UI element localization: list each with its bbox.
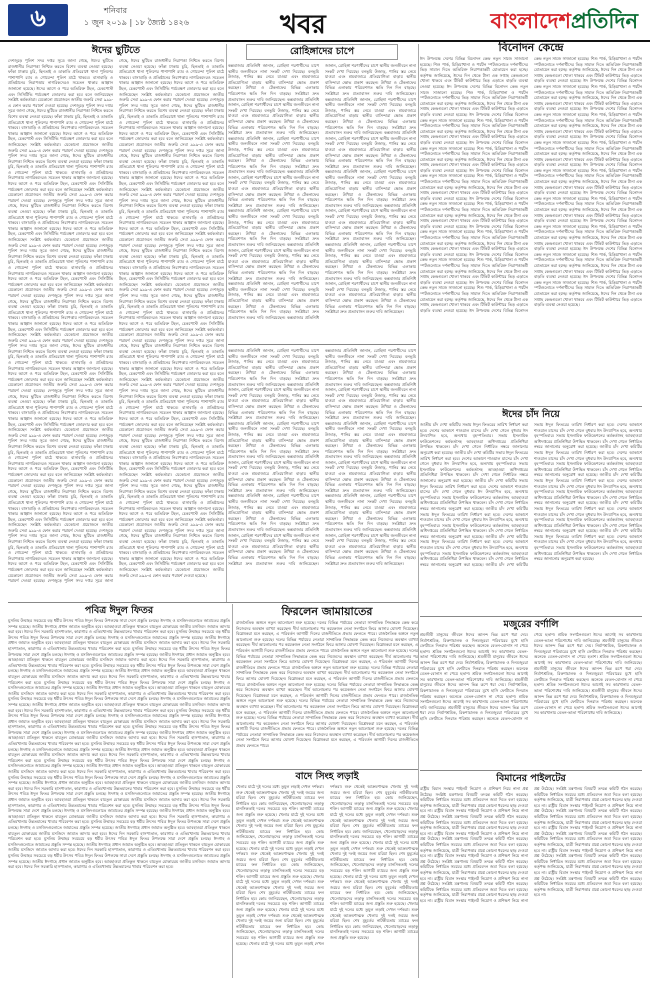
article-headline: মজুরের বর্ণালি: [503, 619, 559, 630]
section-divider: [8, 602, 418, 603]
article-labourers[interactable]: [420, 618, 642, 770]
column-divider: [226, 44, 227, 602]
article-body: দেশজুড়ে পুলিশ সদর দপ্তর সূত্রে জানা গেছে, ঈদের ছুটিতে রাজধানীর নিরাপত্তা নিশ্চিত করতে বিশেষ ব্যবস্থা নেওয়া হয়েছে। ফাঁকা ঢাকায় চুরি, ছিনতাই ও ডাকাতি প্রতিরোধে থানা পুলিশের পাশাপাশি র‍্যাব ও গোয়েন্দা পুলিশ মাঠে থাকবে। বাসাবাড়ি ও প্রতিষ্ঠানের নিরাপত্তায় নাগরিকদেরও সচেতন থাকার আহ্বান জানানো হয়েছে। ঈদের আগে ও পরে অতিরিক্ত টহল, চেকপোস্ট এবং সিসিটিভি পর্যবেক্ষণ জোরদার করা হবে বলে জানিয়েছেন সংশ্লিষ্ট কর্মকর্তারা। যেকোনো প্রয়োজনে জাতীয় জরুরি সেবা ৯৯৯-এ ফোন করার পরামর্শ দেওয়া হয়েছে। দেশজুড়ে পুলিশ সদর দপ্তর সূত্রে জানা গেছে, ঈদের ছুটিতে রাজধানীর নিরাপত্তা নিশ্চিত করতে বিশেষ ব্যবস্থা নেওয়া হয়েছে। ফাঁকা ঢাকায় চুরি, ছিনতাই ও ডাকাতি প্রতিরোধে থানা পুলিশের পাশাপাশি র‍্যাব ও গোয়েন্দা পুলিশ মাঠে থাকবে। বাসাবাড়ি ও প্রতিষ্ঠানের নিরাপত্তায় নাগরিকদেরও সচেতন থাকার আহ্বান জানানো হয়েছে। ঈদের আগে ও পরে অতিরিক্ত টহল, চেকপোস্ট এবং সিসিটিভি পর্যবেক্ষণ জোরদার করা হবে বলে জানিয়েছেন সংশ্লিষ্ট কর্মকর্তারা। যেকোনো প্রয়োজনে জাতীয় জরুরি সেবা ৯৯৯-এ ফোন করার পরামর্শ দেওয়া হয়েছে। দেশজুড়ে পুলিশ সদর দপ্তর সূত্রে জানা গেছে, ঈদের ছুটিতে রাজধানীর নিরাপত্তা নিশ্চিত করতে বিশেষ ব্যবস্থা নেওয়া হয়েছে। ফাঁকা ঢাকায় চুরি, ছিনতাই ও ডাকাতি প্রতিরোধে থানা পুলিশের পাশাপাশি র‍্যাব ও গোয়েন্দা পুলিশ মাঠে থাকবে। বাসাবাড়ি ও প্রতিষ্ঠানের নিরাপত্তায় নাগরিকদেরও সচেতন থাকার আহ্বান জানানো হয়েছে। ঈদের আগে ও পরে অতিরিক্ত টহল, চেকপোস্ট এবং সিসিটিভি পর্যবেক্ষণ জোরদার করা হবে বলে জানিয়েছেন সংশ্লিষ্ট কর্মকর্তারা। যেকোনো প্রয়োজনে জাতীয় জরুরি সেবা ৯৯৯-এ ফোন করার পরামর্শ দেওয়া হয়েছে। দেশজুড়ে পুলিশ সদর দপ্তর সূত্রে জানা গেছে, ঈদের ছুটিতে রাজধানীর নিরাপত্তা নিশ্চিত করতে বিশেষ ব্যবস্থা নেওয়া হয়েছে। ফাঁকা ঢাকায় চুরি, ছিনতাই ও ডাকাতি প্রতিরোধে থানা পুলিশের পাশাপাশি র‍্যাব ও গোয়েন্দা পুলিশ মাঠে থাকবে। বাসাবাড়ি ও প্রতিষ্ঠানের নিরাপত্তায় নাগরিকদেরও সচেতন থাকার আহ্বান জানানো হয়েছে। ঈদের আগে ও পরে অতিরিক্ত টহল, চেকপোস্ট এবং সিসিটিভি পর্যবেক্ষণ জোরদার করা হবে বলে জানিয়েছেন সংশ্লিষ্ট কর্মকর্তারা। যেকোনো প্রয়োজনে জাতীয় জরুরি সেবা ৯৯৯-এ ফোন করার পরামর্শ দেওয়া হয়েছে। দেশজুড়ে পুলিশ সদর দপ্তর সূত্রে জানা গেছে, ঈদের ছুটিতে রাজধানীর নিরাপত্তা নিশ্চিত করতে বিশেষ ব্যবস্থা নেওয়া হয়েছে। ফাঁকা ঢাকায় চুরি, ছিনতাই ও ডাকাতি প্রতিরোধে থানা পুলিশের পাশাপাশি র‍্যাব ও গোয়েন্দা পুলিশ মাঠে থাকবে। বাসাবাড়ি ও প্রতিষ্ঠানের নিরাপত্তায় নাগরিকদেরও সচেতন থাকার আহ্বান জানানো হয়েছে। ঈদের আগে ও পরে অতিরিক্ত টহল, চেকপোস্ট এবং সিসিটিভি পর্যবেক্ষণ জোরদার করা হবে বলে জানিয়েছেন সংশ্লিষ্ট কর্মকর্তারা। যেকোনো প্রয়োজনে জাতীয় জরুরি সেবা ৯৯৯-এ ফোন করার পরামর্শ দেওয়া হয়েছে। দেশজুড়ে পুলিশ সদর দপ্তর সূত্রে জানা গেছে, ঈদের ছুটিতে রাজধানীর নিরাপত্তা নিশ্চিত করতে বিশেষ ব্যবস্থা নেওয়া হয়েছে। ফাঁকা ঢাকায় চুরি, ছিনতাই ও ডাকাতি প্রতিরোধে থানা পুলিশের পাশাপাশি র‍্যাব ও গোয়েন্দা পুলিশ মাঠে থাকবে। বাসাবাড়ি ও প্রতিষ্ঠানের নিরাপত্তায় নাগরিকদেরও সচেতন থাকার আহ্বান জানানো হয়েছে। ঈদের আগে ও পরে অতিরিক্ত টহল, চেকপোস্ট এবং সিসিটিভি পর্যবেক্ষণ জোরদার করা হবে বলে জানিয়েছেন সংশ্লিষ্ট কর্মকর্তারা। যেকোনো প্রয়োজনে জাতীয় জরুরি সেবা ৯৯৯-এ ফোন করার পরামর্শ দেওয়া হয়েছে। দেশজুড়ে পুলিশ সদর দপ্তর সূত্রে জানা গেছে, ঈদের ছুটিতে রাজধানীর নিরাপত্তা নিশ্চিত করতে বিশেষ ব্যবস্থা নেওয়া হয়েছে। ফাঁকা ঢাকায় চুরি, ছিনতাই ও ডাকাতি প্রতিরোধে থানা পুলিশের পাশাপাশি র‍্যাব ও গোয়েন্দা পুলিশ মাঠে থাকবে। বাসাবাড়ি ও প্রতিষ্ঠানের নিরাপত্তায় নাগরিকদেরও সচেতন থাকার আহ্বান জানানো হয়েছে। ঈদের আগে ও পরে অতিরিক্ত টহল, চেকপোস্ট এবং সিসিটিভি পর্যবেক্ষণ জোরদার করা হবে বলে জানিয়েছেন সংশ্লিষ্ট কর্মকর্তারা। যেকোনো প্রয়োজনে জাতীয় জরুরি সেবা ৯৯৯-এ ফোন করার পরামর্শ দেওয়া হয়েছে। দেশজুড়ে পুলিশ সদর দপ্তর সূত্রে জানা গেছে, ঈদের ছুটিতে রাজধানীর নিরাপত্তা নিশ্চিত করতে বিশেষ ব্যবস্থা নেওয়া হয়েছে। ফাঁকা ঢাকায় চুরি, ছিনতাই ও ডাকাতি প্রতিরোধে থানা পুলিশের পাশাপাশি র‍্যাব ও গোয়েন্দা পুলিশ মাঠে থাকবে। বাসাবাড়ি ও প্রতিষ্ঠানের নিরাপত্তায় নাগরিকদেরও সচেতন থাকার আহ্বান জানানো হয়েছে। ঈদের আগে ও পরে অতিরিক্ত টহল, চেকপোস্ট এবং সিসিটিভি পর্যবেক্ষণ জোরদার করা হবে বলে জানিয়েছেন সংশ্লিষ্ট কর্মকর্তারা। যেকোনো প্রয়োজনে জাতীয় জরুরি সেবা ৯৯৯-এ ফোন করার পরামর্শ দেওয়া হয়েছে। দেশজুড়ে পুলিশ সদর দপ্তর সূত্রে জানা গেছে, ঈদের ছুটিতে রাজধানীর নিরাপত্তা নিশ্চিত করতে বিশেষ ব্যবস্থা নেওয়া হয়েছে। ফাঁকা ঢাকায় চুরি, ছিনতাই ও ডাকাতি প্রতিরোধে থানা পুলিশের পাশাপাশি র‍্যাব ও গোয়েন্দা পুলিশ মাঠে থাকবে। বাসাবাড়ি ও প্রতিষ্ঠানের নিরাপত্তায় নাগরিকদেরও সচেতন থাকার আহ্বান জানানো হয়েছে। ঈদের আগে ও পরে অতিরিক্ত টহল, চেকপোস্ট এবং সিসিটিভি পর্যবেক্ষণ জোরদার করা হবে বলে জানিয়েছেন সংশ্লিষ্ট কর্মকর্তারা। যেকোনো প্রয়োজনে জাতীয় জরুরি সেবা ৯৯৯-এ ফোন করার পরামর্শ দেওয়া হয়েছে। দেশজুড়ে পুলিশ সদর দপ্তর সূত্রে জানা গেছে, ঈদের ছুটিতে রাজধানীর নিরাপত্তা নিশ্চিত করতে বিশেষ ব্যবস্থা নেওয়া হয়েছে। ফাঁকা ঢাকায় চুরি, ছিনতাই ও ডাকাতি প্রতিরোধে থানা পুলিশের পাশাপাশি র‍্যাব ও গোয়েন্দা পুলিশ মাঠে থাকবে। বাসাবাড়ি ও প্রতিষ্ঠানের নিরাপত্তায় নাগরিকদেরও সচেতন থাকার আহ্বান জানানো হয়েছে। ঈদের আগে ও পরে অতিরিক্ত টহল, চেকপোস্ট এবং সিসিটিভি পর্যবেক্ষণ জোরদার করা হবে বলে জানিয়েছেন সংশ্লিষ্ট কর্মকর্তারা। যেকোনো প্রয়োজনে জাতীয় জরুরি সেবা ৯৯৯-এ ফোন করার পরামর্শ দেওয়া হয়েছে। দেশজুড়ে পুলিশ সদর দপ্তর সূত্রে জানা গেছে, ঈদের ছুটিতে রাজধানীর নিরাপত্তা নিশ্চিত করতে বিশেষ ব্যবস্থা নেওয়া হয়েছে। ফাঁকা ঢাকায় চুরি, ছিনতাই ও ডাকাতি প্রতিরোধে থানা পুলিশের পাশাপাশি র‍্যাব ও গোয়েন্দা পুলিশ মাঠে থাকবে। বাসাবাড়ি ও প্রতিষ্ঠানের নিরাপত্তায় নাগরিকদেরও সচেতন থাকার আহ্বান জানানো হয়েছে। ঈদের আগে ও পরে অতিরিক্ত টহল, চেকপোস্ট এবং সিসিটিভি পর্যবেক্ষণ জোরদার করা হবে বলে জানিয়েছেন সংশ্লিষ্ট কর্মকর্তারা। যেকোনো প্রয়োজনে জাতীয় জরুরি সেবা ৯৯৯-এ ফোন করার পরামর্শ দেওয়া হয়েছে। দেশজুড়ে পুলিশ সদর দপ্তর সূত্রে জানা গেছে, ঈদের ছুটিতে রাজধানীর নিরাপত্তা নিশ্চিত করতে বিশেষ ব্যবস্থা নেওয়া হয়েছে। ফাঁকা ঢাকায় চুরি, ছিনতাই ও ডাকাতি প্রতিরোধে থানা পুলিশের পাশাপাশি র‍্যাব ও গোয়েন্দা পুলিশ মাঠে থাকবে। বাসাবাড়ি ও প্রতিষ্ঠানের নিরাপত্তায় নাগরিকদেরও সচেতন থাকার আহ্বান জানানো হয়েছে। ঈদের আগে ও পরে অতিরিক্ত টহল, চেকপোস্ট এবং সিসিটিভি পর্যবেক্ষণ জোরদার করা হবে বলে জানিয়েছেন সংশ্লিষ্ট কর্মকর্তারা। যেকোনো প্রয়োজনে জাতীয় জরুরি সেবা ৯৯৯-এ ফোন করার পরামর্শ দেওয়া হয়েছে। দেশজুড়ে পুলিশ সদর দপ্তর সূত্রে জানা গেছে, ঈদের ছুটিতে রাজধানীর নিরাপত্তা নিশ্চিত করতে বিশেষ ব্যবস্থা নেওয়া হয়েছে। ফাঁকা ঢাকায় চুরি, ছিনতাই ও ডাকাতি প্রতিরোধে থানা পুলিশের পাশাপাশি র‍্যাব ও গোয়েন্দা পুলিশ মাঠে থাকবে। বাসাবাড়ি ও প্রতিষ্ঠানের নিরাপত্তায় নাগরিকদেরও সচেতন থাকার আহ্বান জানানো হয়েছে। ঈদের আগে ও পরে অতিরিক্ত টহল, চেকপোস্ট এবং সিসিটিভি পর্যবেক্ষণ জোরদার করা হবে বলে জানিয়েছেন সংশ্লিষ্ট কর্মকর্তারা। যেকোনো প্রয়োজনে জাতীয় জরুরি সেবা ৯৯৯-এ ফোন করার পরামর্শ দেওয়া হয়েছে। দেশজুড়ে পুলিশ সদর দপ্তর সূত্রে জানা গেছে, ঈদের ছুটিতে রাজধানীর নিরাপত্তা নিশ্চিত করতে বিশেষ ব্যবস্থা নেওয়া হয়েছে। ফাঁকা ঢাকায় চুরি, ছিনতাই ও ডাকাতি প্রতিরোধে থানা পুলিশের পাশাপাশি র‍্যাব ও গোয়েন্দা পুলিশ মাঠে থাকবে। বাসাবাড়ি ও প্রতিষ্ঠানের নিরাপত্তায় নাগরিকদেরও সচেতন থাকার আহ্বান জানানো হয়েছে। ঈদের আগে ও পরে অতিরিক্ত টহল, চেকপোস্ট এবং সিসিটিভি পর্যবেক্ষণ জোরদার করা হবে বলে জানিয়েছেন সংশ্লিষ্ট কর্মকর্তারা। যেকোনো প্রয়োজনে জাতীয় জরুরি সেবা ৯৯৯-এ ফোন করার পরামর্শ দেওয়া হয়েছে। দেশজুড়ে পুলিশ সদর দপ্তর সূত্রে জানা গেছে, ঈদের ছুটিতে রাজধানীর নিরাপত্তা নিশ্চিত করতে বিশেষ ব্যবস্থা নেওয়া হয়েছে। ফাঁকা ঢাকায় চুরি, ছিনতাই ও ডাকাতি প্রতিরোধে থানা পুলিশের পাশাপাশি র‍্যাব ও গোয়েন্দা পুলিশ মাঠে থাকবে। বাসাবাড়ি ও প্রতিষ্ঠানের নিরাপত্তায় নাগরিকদেরও সচেতন থাকার আহ্বান জানানো হয়েছে। ঈদের আগে ও পরে অতিরিক্ত টহল, চেকপোস্ট এবং সিসিটিভি পর্যবেক্ষণ জোরদার করা হবে বলে জানিয়েছেন সংশ্লিষ্ট কর্মকর্তারা। যেকোনো প্রয়োজনে জাতীয় জরুরি সেবা ৯৯৯-এ ফোন করার পরামর্শ দেওয়া হয়েছে। দেশজুড়ে পুলিশ সদর দপ্তর সূত্রে জানা গেছে, ঈদের ছুটিতে রাজধানীর নিরাপত্তা নিশ্চিত করতে বিশেষ ব্যবস্থা নেওয়া হয়েছে। ফাঁকা ঢাকায় চুরি, ছিনতাই ও ডাকাতি প্রতিরোধে থানা পুলিশের পাশাপাশি র‍্যাব ও গোয়েন্দা পুলিশ মাঠে থাকবে। বাসাবাড়ি ও প্রতিষ্ঠানের নিরাপত্তায় নাগরিকদেরও সচেতন থাকার আহ্বান জানানো হয়েছে। ঈদের আগে ও পরে অতিরিক্ত টহল, চেকপোস্ট এবং সিসিটিভি পর্যবেক্ষণ জোরদার করা হবে বলে জানিয়েছেন সংশ্লিষ্ট কর্মকর্তারা। যেকোনো প্রয়োজনে জাতীয় জরুরি সেবা ৯৯৯-এ ফোন করার পরামর্শ দেওয়া হয়েছে। দেশজুড়ে পুলিশ সদর দপ্তর সূত্রে জানা গেছে, ঈদের ছুটিতে রাজধানীর নিরাপত্তা নিশ্চিত করতে বিশেষ ব্যবস্থা নেওয়া হয়েছে। ফাঁকা ঢাকায় চুরি, ছিনতাই ও ডাকাতি প্রতিরোধে থানা পুলিশের পাশাপাশি র‍্যাব ও গোয়েন্দা পুলিশ মাঠে থাকবে। বাসাবাড়ি ও প্রতিষ্ঠানের নিরাপত্তায় নাগরিকদেরও সচেতন থাকার আহ্বান জানানো হয়েছে। ঈদের আগে ও পরে অতিরিক্ত টহল, চেকপোস্ট এবং সিসিটিভি পর্যবেক্ষণ জোরদার করা হবে বলে জানিয়েছেন সংশ্লিষ্ট কর্মকর্তারা। যেকোনো প্রয়োজনে জাতীয় জরুরি সেবা ৯৯৯-এ ফোন করার পরামর্শ দেওয়া হয়েছে। দেশজুড়ে পুলিশ সদর দপ্তর সূত্রে জানা গেছে, ঈদের ছুটিতে রাজধানীর নিরাপত্তা নিশ্চিত করতে বিশেষ ব্যবস্থা নেওয়া হয়েছে। ফাঁকা ঢাকায় চুরি, ছিনতাই ও ডাকাতি প্রতিরোধে থানা পুলিশের পাশাপাশি র‍্যাব ও গোয়েন্দা পুলিশ মাঠে থাকবে। বাসাবাড়ি ও প্রতিষ্ঠানের নিরাপত্তায় নাগরিকদেরও সচেতন থাকার আহ্বান জানানো হয়েছে। ঈদের আগে ও পরে অতিরিক্ত টহল, চেকপোস্ট এবং সিসিটিভি পর্যবেক্ষণ জোরদার করা হবে বলে জানিয়েছেন সংশ্লিষ্ট কর্মকর্তারা। যেকোনো প্রয়োজনে জাতীয় জরুরি সেবা ৯৯৯-এ ফোন করার পরামর্শ দেওয়া হয়েছে। দেশজুড়ে পুলিশ সদর দপ্তর সূত্রে জানা গেছে, ঈদের ছুটিতে রাজধানীর নিরাপত্তা নিশ্চিত করতে বিশেষ ব্যবস্থা নেওয়া হয়েছে। ফাঁকা ঢাকায় চুরি, ছিনতাই ও ডাকাতি প্রতিরোধে থানা পুলিশের পাশাপাশি র‍্যাব ও গোয়েন্দা পুলিশ মাঠে থাকবে। বাসাবাড়ি ও প্রতিষ্ঠানের নিরাপত্তায় নাগরিকদেরও সচেতন থাকার আহ্বান জানানো হয়েছে। ঈদের আগে ও পরে অতিরিক্ত টহল, চেকপোস্ট এবং সিসিটিভি পর্যবেক্ষণ জোরদার করা হবে বলে জানিয়েছেন সংশ্লিষ্ট কর্মকর্তারা। যেকোনো প্রয়োজনে জাতীয় জরুরি সেবা ৯৯৯-এ ফোন করার পরামর্শ দেওয়া হয়েছে। দেশজুড়ে পুলিশ সদর দপ্তর সূত্রে জানা গেছে, ঈদের ছুটিতে রাজধানীর নিরাপত্তা নিশ্চিত করতে বিশেষ ব্যবস্থা নেওয়া হয়েছে। ফাঁকা ঢাকায় চুরি, ছিনতাই ও ডাকাতি প্রতিরোধে থানা পুলিশের পাশাপাশি র‍্যাব ও গোয়েন্দা পুলিশ মাঠে থাকবে। বাসাবাড়ি ও প্রতিষ্ঠানের নিরাপত্তায় নাগরিকদেরও সচেতন থাকার আহ্বান জানানো হয়েছে। ঈদের আগে ও পরে অতিরিক্ত টহল, চেকপোস্ট এবং সিসিটিভি পর্যবেক্ষণ জোরদার করা হবে বলে জানিয়েছেন সংশ্লিষ্ট কর্মকর্তারা। যেকোনো প্রয়োজনে জাতীয় জরুরি সেবা ৯৯৯-এ ফোন করার পরামর্শ দেওয়া হয়েছে। দেশজুড়ে পুলিশ সদর দপ্তর সূত্রে জানা গেছে, ঈদের ছুটিতে রাজধানীর নিরাপত্তা নিশ্চিত করতে বিশেষ ব্যবস্থা নেওয়া হয়েছে। ফাঁকা ঢাকায় চুরি, ছিনতাই ও ডাকাতি প্রতিরোধে থানা পুলিশের পাশাপাশি র‍্যাব ও গোয়েন্দা পুলিশ মাঠে থাকবে। বাসাবাড়ি ও প্রতিষ্ঠানের নিরাপত্তায় নাগরিকদেরও সচেতন থাকার আহ্বান জানানো হয়েছে। ঈদের আগে ও পরে অতিরিক্ত টহল, চেকপোস্ট এবং সিসিটিভি পর্যবেক্ষণ জোরদার করা হবে বলে জানিয়েছেন সংশ্লিষ্ট কর্মকর্তারা। যেকোনো প্রয়োজনে জাতীয় জরুরি সেবা ৯৯৯-এ ফোন করার পরামর্শ দেওয়া হয়েছে। দেশজুড়ে পুলিশ সদর দপ্তর সূত্রে জানা গেছে, ঈদের ছুটিতে রাজধানীর নিরাপত্তা নিশ্চিত করতে বিশেষ ব্যবস্থা নেওয়া হয়েছে। ফাঁকা ঢাকায় চুরি, ছিনতাই ও ডাকাতি প্রতিরোধে থানা পুলিশের পাশাপাশি র‍্যাব ও গোয়েন্দা পুলিশ মাঠে থাকবে। বাসাবাড়ি ও প্রতিষ্ঠানের নিরাপত্তায় নাগরিকদেরও সচেতন থাকার আহ্বান জানানো হয়েছে। ঈদের আগে ও পরে অতিরিক্ত টহল, চেকপোস্ট এবং সিসিটিভি পর্যবেক্ষণ জোরদার করা হবে বলে জানিয়েছেন সংশ্লিষ্ট কর্মকর্তারা। যেকোনো প্রয়োজনে জাতীয় জরুরি সেবা ৯৯৯-এ ফোন করার পরামর্শ দেওয়া হয়েছে।: [8, 58, 224, 584]
article-body: শ্রমজীবী মানুষের জীবনে ঈদের আনন্দ ভিন্ন রূপে ধরা দেয়। নির্মাণশ্রমিক, রিকশাচালক ও দিনমজুররা পরিবারের মুখে হাসি ফোটাতে দিনরাত পরিশ্রম করছেন। অনেকে বেতন-বোনাস না পেয়ে হতাশ। শ্রমিক সংগঠনগুলো ঈদের আগেই সব কারখানায় বেতন-ভাতা পরিশোধের দাবি জানিয়েছে। শ্রমজীবী মানুষের জীবনে ঈদের আনন্দ ভিন্ন রূপে ধরা দেয়। নির্মাণশ্রমিক, রিকশাচালক ও দিনমজুররা পরিবারের মুখে হাসি ফোটাতে দিনরাত পরিশ্রম করছেন। অনেকে বেতন-বোনাস না পেয়ে হতাশ। শ্রমিক সংগঠনগুলো ঈদের আগেই সব কারখানায় বেতন-ভাতা পরিশোধের দাবি জানিয়েছে। শ্রমজীবী মানুষের জীবনে ঈদের আনন্দ ভিন্ন রূপে ধরা দেয়। নির্মাণশ্রমিক, রিকশাচালক ও দিনমজুররা পরিবারের মুখে হাসি ফোটাতে দিনরাত পরিশ্রম করছেন। অনেকে বেতন-বোনাস না পেয়ে হতাশ। শ্রমিক সংগঠনগুলো ঈদের আগেই সব কারখানায় বেতন-ভাতা পরিশোধের দাবি জানিয়েছে। শ্রমজীবী মানুষের জীবনে ঈদের আনন্দ ভিন্ন রূপে ধরা দেয়। নির্মাণশ্রমিক, রিকশাচালক ও দিনমজুররা পরিবারের মুখে হাসি ফোটাতে দিনরাত পরিশ্রম করছেন। অনেকে বেতন-বোনাস না পেয়ে হতাশ। শ্রমিক সংগঠনগুলো ঈদের আগেই সব কারখানায় বেতন-ভাতা পরিশোধের দাবি জানিয়েছে। শ্রমজীবী মানুষের জীবনে ঈদের আনন্দ ভিন্ন রূপে ধরা দেয়। নির্মাণশ্রমিক, রিকশাচালক ও দিনমজুররা পরিবারের মুখে হাসি ফোটাতে দিনরাত পরিশ্রম করছেন। অনেকে বেতন-বোনাস না পেয়ে হতাশ। শ্রমিক সংগঠনগুলো ঈদের আগেই সব কারখানায় বেতন-ভাতা পরিশোধের দাবি জানিয়েছে। শ্রমজীবী মানুষের জীবনে ঈদের আনন্দ ভিন্ন রূপে ধরা দেয়। নির্মাণশ্রমিক, রিকশাচালক ও দিনমজুররা পরিবারের মুখে হাসি ফোটাতে দিনরাত পরিশ্রম করছেন। অনেকে বেতন-বোনাস না পেয়ে হতাশ। শ্রমিক সংগঠনগুলো ঈদের আগেই সব কারখানায় বেতন-ভাতা পরিশোধের দাবি জানিয়েছে। শ্রমজীবী মানুষের জীবনে ঈদের আনন্দ ভিন্ন রূপে ধরা দেয়। নির্মাণশ্রমিক, রিকশাচালক ও দিনমজুররা পরিবারের মুখে হাসি ফোটাতে দিনরাত পরিশ্রম করছেন। অনেকে বেতন-বোনাস না পেয়ে হতাশ। শ্রমিক সংগঠনগুলো ঈদের আগেই সব কারখানায় বেতন-ভাতা পরিশোধের দাবি জানিয়েছে।: [420, 632, 642, 721]
article-headline: ঈদের ছুটিতে: [91, 45, 141, 56]
article-body: জাতীয় চাঁদ দেখা কমিটির সভায় ঈদুল ফিতরের তারিখ নির্ধারণ করা হবে। দেশের আকাশে শাওয়াল মাসের চাঁদ দেখা গেলে বুধবার ঈদ উদযাপিত হবে, অন্যথায় বৃহস্পতিবার। সভায় ইসলামিক ফাউন্ডেশনের কর্মকর্তাসহ আবহাওয়া অধিদপ্তরের প্রতিনিধিরা উপস্থিত থাকবেন। চাঁদ দেখা গেলে নির্ধারিত নম্বরে জানানোর অনুরোধ করা হয়েছে। জাতীয় চাঁদ দেখা কমিটির সভায় ঈদুল ফিতরের তারিখ নির্ধারণ করা হবে। দেশের আকাশে শাওয়াল মাসের চাঁদ দেখা গেলে বুধবার ঈদ উদযাপিত হবে, অন্যথায় বৃহস্পতিবার। সভায় ইসলামিক ফাউন্ডেশনের কর্মকর্তাসহ আবহাওয়া অধিদপ্তরের প্রতিনিধিরা উপস্থিত থাকবেন। চাঁদ দেখা গেলে নির্ধারিত নম্বরে জানানোর অনুরোধ করা হয়েছে। জাতীয় চাঁদ দেখা কমিটির সভায় ঈদুল ফিতরের তারিখ নির্ধারণ করা হবে। দেশের আকাশে শাওয়াল মাসের চাঁদ দেখা গেলে বুধবার ঈদ উদযাপিত হবে, অন্যথায় বৃহস্পতিবার। সভায় ইসলামিক ফাউন্ডেশনের কর্মকর্তাসহ আবহাওয়া অধিদপ্তরের প্রতিনিধিরা উপস্থিত থাকবেন। চাঁদ দেখা গেলে নির্ধারিত নম্বরে জানানোর অনুরোধ করা হয়েছে। জাতীয় চাঁদ দেখা কমিটির সভায় ঈদুল ফিতরের তারিখ নির্ধারণ করা হবে। দেশের আকাশে শাওয়াল মাসের চাঁদ দেখা গেলে বুধবার ঈদ উদযাপিত হবে, অন্যথায় বৃহস্পতিবার। সভায় ইসলামিক ফাউন্ডেশনের কর্মকর্তাসহ আবহাওয়া অধিদপ্তরের প্রতিনিধিরা উপস্থিত থাকবেন। চাঁদ দেখা গেলে নির্ধারিত নম্বরে জানানোর অনুরোধ করা হয়েছে। জাতীয় চাঁদ দেখা কমিটির সভায় ঈদুল ফিতরের তারিখ নির্ধারণ করা হবে। দেশের আকাশে শাওয়াল মাসের চাঁদ দেখা গেলে বুধবার ঈদ উদযাপিত হবে, অন্যথায় বৃহস্পতিবার। সভায় ইসলামিক ফাউন্ডেশনের কর্মকর্তাসহ আবহাওয়া অধিদপ্তরের প্রতিনিধিরা উপস্থিত থাকবেন। চাঁদ দেখা গেলে নির্ধারিত নম্বরে জানানোর অনুরোধ করা হয়েছে। জাতীয় চাঁদ দেখা কমিটির সভায় ঈদুল ফিতরের তারিখ নির্ধারণ করা হবে। দেশের আকাশে শাওয়াল মাসের চাঁদ দেখা গেলে বুধবার ঈদ উদযাপিত হবে, অন্যথায় বৃহস্পতিবার। সভায় ইসলামিক ফাউন্ডেশনের কর্মকর্তাসহ আবহাওয়া অধিদপ্তরের প্রতিনিধিরা উপস্থিত থাকবেন। চাঁদ দেখা গেলে নির্ধারিত নম্বরে জানানোর অনুরোধ করা হয়েছে। জাতীয় চাঁদ দেখা কমিটির সভায় ঈদুল ফিতরের তারিখ নির্ধারণ করা হবে। দেশের আকাশে শাওয়াল মাসের চাঁদ দেখা গেলে বুধবার ঈদ উদযাপিত হবে, অন্যথায় বৃহস্পতিবার। সভায় ইসলামিক ফাউন্ডেশনের কর্মকর্তাসহ আবহাওয়া অধিদপ্তরের প্রতিনিধিরা উপস্থিত থাকবেন। চাঁদ দেখা গেলে নির্ধারিত নম্বরে জানানোর অনুরোধ করা হয়েছে। জাতীয় চাঁদ দেখা কমিটির সভায় ঈদুল ফিতরের তারিখ নির্ধারণ করা হবে। দেশের আকাশে শাওয়াল মাসের চাঁদ দেখা গেলে বুধবার ঈদ উদযাপিত হবে, অন্যথায় বৃহস্পতিবার। সভায় ইসলামিক ফাউন্ডেশনের কর্মকর্তাসহ আবহাওয়া অধিদপ্তরের প্রতিনিধিরা উপস্থিত থাকবেন। চাঁদ দেখা গেলে নির্ধারিত নম্বরে জানানোর অনুরোধ করা হয়েছে। জাতীয় চাঁদ দেখা কমিটির সভায় ঈদুল ফিতরের তারিখ নির্ধারণ করা হবে। দেশের আকাশে শাওয়াল মাসের চাঁদ দেখা গেলে বুধবার ঈদ উদযাপিত হবে, অন্যথায় বৃহস্পতিবার। সভায় ইসলামিক ফাউন্ডেশনের কর্মকর্তাসহ আবহাওয়া অধিদপ্তরের প্রতিনিধিরা উপস্থিত থাকবেন। চাঁদ দেখা গেলে নির্ধারিত নম্বরে জানানোর অনুরোধ করা হয়েছে। জাতীয় চাঁদ দেখা কমিটির সভায় ঈদুল ফিতরের তারিখ নির্ধারণ করা হবে। দেশের আকাশে শাওয়াল মাসের চাঁদ দেখা গেলে বুধবার ঈদ উদযাপিত হবে, অন্যথায় বৃহস্পতিবার। সভায় ইসলামিক ফাউন্ডেশনের কর্মকর্তাসহ আবহাওয়া অধিদপ্তরের প্রতিনিধিরা উপস্থিত থাকবেন। চাঁদ দেখা গেলে নির্ধারিত নম্বরে জানানোর অনুরোধ করা হয়েছে।: [420, 422, 642, 567]
article-headline: বিমানের পাইলটের: [496, 773, 566, 784]
article-headline: বাদে সিংহ লড়াই: [295, 771, 359, 782]
section-divider: [420, 406, 642, 407]
article-rohingya-continued[interactable]: [228, 348, 416, 600]
article-headline: বিনোদন কেন্দ্রে: [498, 41, 564, 54]
article-body: কক্সবাজার প্রতিনিধি জানান, রোহিঙ্গা শরণার্থীদের চাপে স্থানীয় জনজীবনে নানা সংকট দেখা দিয়েছে। বনভূমি উজাড়, পানির স্তর নেমে যাওয়া এবং শ্রমবাজারে প্রতিযোগিতা বাড়ায় স্থানীয় বাসিন্দারা ক্ষোভ প্রকাশ করছেন। উখিয়া ও টেকনাফের বিভিন্ন এলাকায় পরিবেশগত ক্ষতি দিন দিন বাড়ছে। সংশ্লিষ্টরা দ্রুত প্রত্যাবাসন শুরুর দাবি জানিয়েছেন। কক্সবাজার প্রতিনিধি জানান, রোহিঙ্গা শরণার্থীদের চাপে স্থানীয় জনজীবনে নানা সংকট দেখা দিয়েছে। বনভূমি উজাড়, পানির স্তর নেমে যাওয়া এবং শ্রমবাজারে প্রতিযোগিতা বাড়ায় স্থানীয় বাসিন্দারা ক্ষোভ প্রকাশ করছেন। উখিয়া ও টেকনাফের বিভিন্ন এলাকায় পরিবেশগত ক্ষতি দিন দিন বাড়ছে। সংশ্লিষ্টরা দ্রুত প্রত্যাবাসন শুরুর দাবি জানিয়েছেন। কক্সবাজার প্রতিনিধি জানান, রোহিঙ্গা শরণার্থীদের চাপে স্থানীয় জনজীবনে নানা সংকট দেখা দিয়েছে। বনভূমি উজাড়, পানির স্তর নেমে যাওয়া এবং শ্রমবাজারে প্রতিযোগিতা বাড়ায় স্থানীয় বাসিন্দারা ক্ষোভ প্রকাশ করছেন। উখিয়া ও টেকনাফের বিভিন্ন এলাকায় পরিবেশগত ক্ষতি দিন দিন বাড়ছে। সংশ্লিষ্টরা দ্রুত প্রত্যাবাসন শুরুর দাবি জানিয়েছেন। কক্সবাজার প্রতিনিধি জানান, রোহিঙ্গা শরণার্থীদের চাপে স্থানীয় জনজীবনে নানা সংকট দেখা দিয়েছে। বনভূমি উজাড়, পানির স্তর নেমে যাওয়া এবং শ্রমবাজারে প্রতিযোগিতা বাড়ায় স্থানীয় বাসিন্দারা ক্ষোভ প্রকাশ করছেন। উখিয়া ও টেকনাফের বিভিন্ন এলাকায় পরিবেশগত ক্ষতি দিন দিন বাড়ছে। সংশ্লিষ্টরা দ্রুত প্রত্যাবাসন শুরুর দাবি জানিয়েছেন। কক্সবাজার প্রতিনিধি জানান, রোহিঙ্গা শরণার্থীদের চাপে স্থানীয় জনজীবনে নানা সংকট দেখা দিয়েছে। বনভূমি উজাড়, পানির স্তর নেমে যাওয়া এবং শ্রমবাজারে প্রতিযোগিতা বাড়ায় স্থানীয় বাসিন্দারা ক্ষোভ প্রকাশ করছেন। উখিয়া ও টেকনাফের বিভিন্ন এলাকায় পরিবেশগত ক্ষতি দিন দিন বাড়ছে। সংশ্লিষ্টরা দ্রুত প্রত্যাবাসন শুরুর দাবি জানিয়েছেন। কক্সবাজার প্রতিনিধি জানান, রোহিঙ্গা শরণার্থীদের চাপে স্থানীয় জনজীবনে নানা সংকট দেখা দিয়েছে। বনভূমি উজাড়, পানির স্তর নেমে যাওয়া এবং শ্রমবাজারে প্রতিযোগিতা বাড়ায় স্থানীয় বাসিন্দারা ক্ষোভ প্রকাশ করছেন। উখিয়া ও টেকনাফের বিভিন্ন এলাকায় পরিবেশগত ক্ষতি দিন দিন বাড়ছে। সংশ্লিষ্টরা দ্রুত প্রত্যাবাসন শুরুর দাবি জানিয়েছেন। কক্সবাজার প্রতিনিধি জানান, রোহিঙ্গা শরণার্থীদের চাপে স্থানীয় জনজীবনে নানা সংকট দেখা দিয়েছে। বনভূমি উজাড়, পানির স্তর নেমে যাওয়া এবং শ্রমবাজারে প্রতিযোগিতা বাড়ায় স্থানীয় বাসিন্দারা ক্ষোভ প্রকাশ করছেন। উখিয়া ও টেকনাফের বিভিন্ন এলাকায় পরিবেশগত ক্ষতি দিন দিন বাড়ছে। সংশ্লিষ্টরা দ্রুত প্রত্যাবাসন শুরুর দাবি জানিয়েছেন। কক্সবাজার প্রতিনিধি জানান, রোহিঙ্গা শরণার্থীদের চাপে স্থানীয় জনজীবনে নানা সংকট দেখা দিয়েছে। বনভূমি উজাড়, পানির স্তর নেমে যাওয়া এবং শ্রমবাজারে প্রতিযোগিতা বাড়ায় স্থানীয় বাসিন্দারা ক্ষোভ প্রকাশ করছেন। উখিয়া ও টেকনাফের বিভিন্ন এলাকায় পরিবেশগত ক্ষতি দিন দিন বাড়ছে। সংশ্লিষ্টরা দ্রুত প্রত্যাবাসন শুরুর দাবি জানিয়েছেন। কক্সবাজার প্রতিনিধি জানান, রোহিঙ্গা শরণার্থীদের চাপে স্থানীয় জনজীবনে নানা সংকট দেখা দিয়েছে। বনভূমি উজাড়, পানির স্তর নেমে যাওয়া এবং শ্রমবাজারে প্রতিযোগিতা বাড়ায় স্থানীয় বাসিন্দারা ক্ষোভ প্রকাশ করছেন। উখিয়া ও টেকনাফের বিভিন্ন এলাকায় পরিবেশগত ক্ষতি দিন দিন বাড়ছে। সংশ্লিষ্টরা দ্রুত প্রত্যাবাসন শুরুর দাবি জানিয়েছেন। কক্সবাজার প্রতিনিধি জানান, রোহিঙ্গা শরণার্থীদের চাপে স্থানীয় জনজীবনে নানা সংকট দেখা দিয়েছে। বনভূমি উজাড়, পানির স্তর নেমে যাওয়া এবং শ্রমবাজারে প্রতিযোগিতা বাড়ায় স্থানীয় বাসিন্দারা ক্ষোভ প্রকাশ করছেন। উখিয়া ও টেকনাফের বিভিন্ন এলাকায় পরিবেশগত ক্ষতি দিন দিন বাড়ছে। সংশ্লিষ্টরা দ্রুত প্রত্যাবাসন শুরুর দাবি জানিয়েছেন। কক্সবাজার প্রতিনিধি জানান, রোহিঙ্গা শরণার্থীদের চাপে স্থানীয় জনজীবনে নানা সংকট দেখা দিয়েছে। বনভূমি উজাড়, পানির স্তর নেমে যাওয়া এবং শ্রমবাজারে প্রতিযোগিতা বাড়ায় স্থানীয় বাসিন্দারা ক্ষোভ প্রকাশ করছেন। উখিয়া ও টেকনাফের বিভিন্ন এলাকায় পরিবেশগত ক্ষতি দিন দিন বাড়ছে। সংশ্লিষ্টরা দ্রুত প্রত্যাবাসন শুরুর দাবি জানিয়েছেন। কক্সবাজার প্রতিনিধি জানান, রোহিঙ্গা শরণার্থীদের চাপে স্থানীয় জনজীবনে নানা সংকট দেখা দিয়েছে। বনভূমি উজাড়, পানির স্তর নেমে যাওয়া এবং শ্রমবাজারে প্রতিযোগিতা বাড়ায় স্থানীয় বাসিন্দারা ক্ষোভ প্রকাশ করছেন। উখিয়া ও টেকনাফের বিভিন্ন এলাকায় পরিবেশগত ক্ষতি দিন দিন বাড়ছে। সংশ্লিষ্টরা দ্রুত প্রত্যাবাসন শুরুর দাবি জানিয়েছেন। কক্সবাজার প্রতিনিধি জানান, রোহিঙ্গা শরণার্থীদের চাপে স্থানীয় জনজীবনে নানা সংকট দেখা দিয়েছে। বনভূমি উজাড়, পানির স্তর নেমে যাওয়া এবং শ্রমবাজারে প্রতিযোগিতা বাড়ায় স্থানীয় বাসিন্দারা ক্ষোভ প্রকাশ করছেন। উখিয়া ও টেকনাফের বিভিন্ন এলাকায় পরিবেশগত ক্ষতি দিন দিন বাড়ছে। সংশ্লিষ্টরা দ্রুত প্রত্যাবাসন শুরুর দাবি জানিয়েছেন। কক্সবাজার প্রতিনিধি জানান, রোহিঙ্গা শরণার্থীদের চাপে স্থানীয় জনজীবনে নানা সংকট দেখা দিয়েছে। বনভূমি উজাড়, পানির স্তর নেমে যাওয়া এবং শ্রমবাজারে প্রতিযোগিতা বাড়ায় স্থানীয় বাসিন্দারা ক্ষোভ প্রকাশ করছেন। উখিয়া ও টেকনাফের বিভিন্ন এলাকায় পরিবেশগত ক্ষতি দিন দিন বাড়ছে। সংশ্লিষ্টরা দ্রুত প্রত্যাবাসন শুরুর দাবি জানিয়েছেন।: [228, 63, 416, 320]
article-headline: ফিরলেন জামায়াতের: [281, 605, 373, 618]
article-body: রাষ্ট্রীয় বিমান সংস্থার পাইলট নিয়োগ ও প্রশিক্ষণ নিয়ে নানা প্রশ্ন উঠেছে। সংশ্লিষ্ট মন্ত্রণালয় বিষয়টি তদন্তে কমিটি গঠন করেছে। কমিটিকে নির্ধারিত সময়ের মধ্যে প্রতিবেদন জমা দিতে বলা হয়েছে। কর্তৃপক্ষ জানিয়েছে, যাত্রী নিরাপত্তার প্রশ্নে কোনো ধরনের ছাড় দেওয়া হবে না। রাষ্ট্রীয় বিমান সংস্থার পাইলট নিয়োগ ও প্রশিক্ষণ নিয়ে নানা প্রশ্ন উঠেছে। সংশ্লিষ্ট মন্ত্রণালয় বিষয়টি তদন্তে কমিটি গঠন করেছে। কমিটিকে নির্ধারিত সময়ের মধ্যে প্রতিবেদন জমা দিতে বলা হয়েছে। কর্তৃপক্ষ জানিয়েছে, যাত্রী নিরাপত্তার প্রশ্নে কোনো ধরনের ছাড় দেওয়া হবে না। রাষ্ট্রীয় বিমান সংস্থার পাইলট নিয়োগ ও প্রশিক্ষণ নিয়ে নানা প্রশ্ন উঠেছে। সংশ্লিষ্ট মন্ত্রণালয় বিষয়টি তদন্তে কমিটি গঠন করেছে। কমিটিকে নির্ধারিত সময়ের মধ্যে প্রতিবেদন জমা দিতে বলা হয়েছে। কর্তৃপক্ষ জানিয়েছে, যাত্রী নিরাপত্তার প্রশ্নে কোনো ধরনের ছাড় দেওয়া হবে না। রাষ্ট্রীয় বিমান সংস্থার পাইলট নিয়োগ ও প্রশিক্ষণ নিয়ে নানা প্রশ্ন উঠেছে। সংশ্লিষ্ট মন্ত্রণালয় বিষয়টি তদন্তে কমিটি গঠন করেছে। কমিটিকে নির্ধারিত সময়ের মধ্যে প্রতিবেদন জমা দিতে বলা হয়েছে। কর্তৃপক্ষ জানিয়েছে, যাত্রী নিরাপত্তার প্রশ্নে কোনো ধরনের ছাড় দেওয়া হবে না। রাষ্ট্রীয় বিমান সংস্থার পাইলট নিয়োগ ও প্রশিক্ষণ নিয়ে নানা প্রশ্ন উঠেছে। সংশ্লিষ্ট মন্ত্রণালয় বিষয়টি তদন্তে কমিটি গঠন করেছে। কমিটিকে নির্ধারিত সময়ের মধ্যে প্রতিবেদন জমা দিতে বলা হয়েছে। কর্তৃপক্ষ জানিয়েছে, যাত্রী নিরাপত্তার প্রশ্নে কোনো ধরনের ছাড় দেওয়া হবে না। রাষ্ট্রীয় বিমান সংস্থার পাইলট নিয়োগ ও প্রশিক্ষণ নিয়ে নানা প্রশ্ন উঠেছে। সংশ্লিষ্ট মন্ত্রণালয় বিষয়টি তদন্তে কমিটি গঠন করেছে। কমিটিকে নির্ধারিত সময়ের মধ্যে প্রতিবেদন জমা দিতে বলা হয়েছে। কর্তৃপক্ষ জানিয়েছে, যাত্রী নিরাপত্তার প্রশ্নে কোনো ধরনের ছাড় দেওয়া হবে না। রাষ্ট্রীয় বিমান সংস্থার পাইলট নিয়োগ ও প্রশিক্ষণ নিয়ে নানা প্রশ্ন উঠেছে। সংশ্লিষ্ট মন্ত্রণালয় বিষয়টি তদন্তে কমিটি গঠন করেছে। কমিটিকে নির্ধারিত সময়ের মধ্যে প্রতিবেদন জমা দিতে বলা হয়েছে। কর্তৃপক্ষ জানিয়েছে, যাত্রী নিরাপত্তার প্রশ্নে কোনো ধরনের ছাড় দেওয়া হবে না। রাষ্ট্রীয় বিমান সংস্থার পাইলট নিয়োগ ও প্রশিক্ষণ নিয়ে নানা প্রশ্ন উঠেছে। সংশ্লিষ্ট মন্ত্রণালয় বিষয়টি তদন্তে কমিটি গঠন করেছে। কমিটিকে নির্ধারিত সময়ের মধ্যে প্রতিবেদন জমা দিতে বলা হয়েছে। কর্তৃপক্ষ জানিয়েছে, যাত্রী নিরাপত্তার প্রশ্নে কোনো ধরনের ছাড় দেওয়া হবে না। রাষ্ট্রীয় বিমান সংস্থার পাইলট নিয়োগ ও প্রশিক্ষণ নিয়ে নানা প্রশ্ন উঠেছে। সংশ্লিষ্ট মন্ত্রণালয় বিষয়টি তদন্তে কমিটি গঠন করেছে। কমিটিকে নির্ধারিত সময়ের মধ্যে প্রতিবেদন জমা দিতে বলা হয়েছে। কর্তৃপক্ষ জানিয়েছে, যাত্রী নিরাপত্তার প্রশ্নে কোনো ধরনের ছাড় দেওয়া হবে না। রাষ্ট্রীয় বিমান সংস্থার পাইলট নিয়োগ ও প্রশিক্ষণ নিয়ে নানা প্রশ্ন উঠেছে। সংশ্লিষ্ট মন্ত্রণালয় বিষয়টি তদন্তে কমিটি গঠন করেছে। কমিটিকে নির্ধারিত সময়ের মধ্যে প্রতিবেদন জমা দিতে বলা হয়েছে। কর্তৃপক্ষ জানিয়েছে, যাত্রী নিরাপত্তার প্রশ্নে কোনো ধরনের ছাড় দেওয়া হবে না।: [420, 786, 642, 903]
page-number: ৬: [8, 4, 68, 36]
article-body: খেলার মাঠে দুই দলের মধ্যে তুমুল লড়াই দেখল দর্শকরা। শুরু থেকেই আক্রমণাত্মক খেলায় দুই দলই জয়ের জন্য মরিয়া ছিল। শেষ মুহূর্তের নাটকীয়তায় ম্যাচের ফল নির্ধারিত হয়। কোচ জানিয়েছেন, খেলোয়াড়দের লড়াকু মানসিকতাই দলের সবচেয়ে বড় শক্তি। আগামী ম্যাচের জন্য প্রস্তুতি শুরু হয়েছে। খেলার মাঠে দুই দলের মধ্যে তুমুল লড়াই দেখল দর্শকরা। শুরু থেকেই আক্রমণাত্মক খেলায় দুই দলই জয়ের জন্য মরিয়া ছিল। শেষ মুহূর্তের নাটকীয়তায় ম্যাচের ফল নির্ধারিত হয়। কোচ জানিয়েছেন, খেলোয়াড়দের লড়াকু মানসিকতাই দলের সবচেয়ে বড় শক্তি। আগামী ম্যাচের জন্য প্রস্তুতি শুরু হয়েছে। খেলার মাঠে দুই দলের মধ্যে তুমুল লড়াই দেখল দর্শকরা। শুরু থেকেই আক্রমণাত্মক খেলায় দুই দলই জয়ের জন্য মরিয়া ছিল। শেষ মুহূর্তের নাটকীয়তায় ম্যাচের ফল নির্ধারিত হয়। কোচ জানিয়েছেন, খেলোয়াড়দের লড়াকু মানসিকতাই দলের সবচেয়ে বড় শক্তি। আগামী ম্যাচের জন্য প্রস্তুতি শুরু হয়েছে। খেলার মাঠে দুই দলের মধ্যে তুমুল লড়াই দেখল দর্শকরা। শুরু থেকেই আক্রমণাত্মক খেলায় দুই দলই জয়ের জন্য মরিয়া ছিল। শেষ মুহূর্তের নাটকীয়তায় ম্যাচের ফল নির্ধারিত হয়। কোচ জানিয়েছেন, খেলোয়াড়দের লড়াকু মানসিকতাই দলের সবচেয়ে বড় শক্তি। আগামী ম্যাচের জন্য প্রস্তুতি শুরু হয়েছে। খেলার মাঠে দুই দলের মধ্যে তুমুল লড়াই দেখল দর্শকরা। শুরু থেকেই আক্রমণাত্মক খেলায় দুই দলই জয়ের জন্য মরিয়া ছিল। শেষ মুহূর্তের নাটকীয়তায় ম্যাচের ফল নির্ধারিত হয়। কোচ জানিয়েছেন, খেলোয়াড়দের লড়াকু মানসিকতাই দলের সবচেয়ে বড় শক্তি। আগামী ম্যাচের জন্য প্রস্তুতি শুরু হয়েছে। খেলার মাঠে দুই দলের মধ্যে তুমুল লড়াই দেখল দর্শকরা। শুরু থেকেই আক্রমণাত্মক খেলায় দুই দলই জয়ের জন্য মরিয়া ছিল। শেষ মুহূর্তের নাটকীয়তায় ম্যাচের ফল নির্ধারিত হয়। কোচ জানিয়েছেন, খেলোয়াড়দের লড়াকু মানসিকতাই দলের সবচেয়ে বড় শক্তি। আগামী ম্যাচের জন্য প্রস্তুতি শুরু হয়েছে। খেলার মাঠে দুই দলের মধ্যে তুমুল লড়াই দেখল দর্শকরা। শুরু থেকেই আক্রমণাত্মক খেলায় দুই দলই জয়ের জন্য মরিয়া ছিল। শেষ মুহূর্তের নাটকীয়তায় ম্যাচের ফল নির্ধারিত হয়। কোচ জানিয়েছেন, খেলোয়াড়দের লড়াকু মানসিকতাই দলের সবচেয়ে বড় শক্তি। আগামী ম্যাচের জন্য প্রস্তুতি শুরু হয়েছে। খেলার মাঠে দুই দলের মধ্যে তুমুল লড়াই দেখল দর্শকরা। শুরু থেকেই আক্রমণাত্মক খেলায় দুই দলই জয়ের জন্য মরিয়া ছিল। শেষ মুহূর্তের নাটকীয়তায় ম্যাচের ফল নির্ধারিত হয়। কোচ জানিয়েছেন, খেলোয়াড়দের লড়াকু মানসিকতাই দলের সবচেয়ে বড় শক্তি। আগামী ম্যাচের জন্য প্রস্তুতি শুরু হয়েছে। খেলার মাঠে দুই দলের মধ্যে তুমুল লড়াই দেখল দর্শকরা। শুরু থেকেই আক্রমণাত্মক খেলায় দুই দলই জয়ের জন্য মরিয়া ছিল। শেষ মুহূর্তের নাটকীয়তায় ম্যাচের ফল নির্ধারিত হয়। কোচ জানিয়েছেন, খেলোয়াড়দের লড়াকু মানসিকতাই দলের সবচেয়ে বড় শক্তি। আগামী ম্যাচের জন্য প্রস্তুতি শুরু হয়েছে। খেলার মাঠে দুই দলের মধ্যে তুমুল লড়াই দেখল দর্শকরা। শুরু থেকেই আক্রমণাত্মক খেলায় দুই দলই জয়ের জন্য মরিয়া ছিল। শেষ মুহূর্তের নাটকীয়তায় ম্যাচের ফল নির্ধারিত হয়। কোচ জানিয়েছেন, খেলোয়াড়দের লড়াকু মানসিকতাই দলের সবচেয়ে বড় শক্তি। আগামী ম্যাচের জন্য প্রস্তুতি শুরু হয়েছে।: [236, 784, 418, 946]
article-lion-fight[interactable]: [236, 770, 418, 978]
page-header: [0, 0, 650, 42]
section-divider: [420, 616, 642, 617]
article-headline: ঈদের চাঁদ নিয়ে: [502, 409, 560, 420]
section-title: খবর: [280, 10, 326, 40]
article-jamaat[interactable]: [236, 604, 418, 768]
article-rohingya[interactable]: [228, 44, 416, 342]
article-body: রাজনৈতিক অঙ্গনে নতুন আলোচনা শুরু হয়েছে। দলের বিভিন্ন পর্যায়ের নেতারা সাম্প্রতিক সিদ্ধান্তকে কেন্দ্র করে নিজেদের অবস্থান ব্যাখ্যা করেছেন। দীর্ঘ আলোচনার পর কয়েকজন নেতা সংগঠনে ফিরে আসার ঘোষণা দিয়েছেন। বিশ্লেষকরা মনে করছেন, এ পরিবর্তন আগামী দিনের রাজনীতিতে প্রভাব ফেলতে পারে। রাজনৈতিক অঙ্গনে নতুন আলোচনা শুরু হয়েছে। দলের বিভিন্ন পর্যায়ের নেতারা সাম্প্রতিক সিদ্ধান্তকে কেন্দ্র করে নিজেদের অবস্থান ব্যাখ্যা করেছেন। দীর্ঘ আলোচনার পর কয়েকজন নেতা সংগঠনে ফিরে আসার ঘোষণা দিয়েছেন। বিশ্লেষকরা মনে করছেন, এ পরিবর্তন আগামী দিনের রাজনীতিতে প্রভাব ফেলতে পারে। রাজনৈতিক অঙ্গনে নতুন আলোচনা শুরু হয়েছে। দলের বিভিন্ন পর্যায়ের নেতারা সাম্প্রতিক সিদ্ধান্তকে কেন্দ্র করে নিজেদের অবস্থান ব্যাখ্যা করেছেন। দীর্ঘ আলোচনার পর কয়েকজন নেতা সংগঠনে ফিরে আসার ঘোষণা দিয়েছেন। বিশ্লেষকরা মনে করছেন, এ পরিবর্তন আগামী দিনের রাজনীতিতে প্রভাব ফেলতে পারে। রাজনৈতিক অঙ্গনে নতুন আলোচনা শুরু হয়েছে। দলের বিভিন্ন পর্যায়ের নেতারা সাম্প্রতিক সিদ্ধান্তকে কেন্দ্র করে নিজেদের অবস্থান ব্যাখ্যা করেছেন। দীর্ঘ আলোচনার পর কয়েকজন নেতা সংগঠনে ফিরে আসার ঘোষণা দিয়েছেন। বিশ্লেষকরা মনে করছেন, এ পরিবর্তন আগামী দিনের রাজনীতিতে প্রভাব ফেলতে পারে। রাজনৈতিক অঙ্গনে নতুন আলোচনা শুরু হয়েছে। দলের বিভিন্ন পর্যায়ের নেতারা সাম্প্রতিক সিদ্ধান্তকে কেন্দ্র করে নিজেদের অবস্থান ব্যাখ্যা করেছেন। দীর্ঘ আলোচনার পর কয়েকজন নেতা সংগঠনে ফিরে আসার ঘোষণা দিয়েছেন। বিশ্লেষকরা মনে করছেন, এ পরিবর্তন আগামী দিনের রাজনীতিতে প্রভাব ফেলতে পারে। রাজনৈতিক অঙ্গনে নতুন আলোচনা শুরু হয়েছে। দলের বিভিন্ন পর্যায়ের নেতারা সাম্প্রতিক সিদ্ধান্তকে কেন্দ্র করে নিজেদের অবস্থান ব্যাখ্যা করেছেন। দীর্ঘ আলোচনার পর কয়েকজন নেতা সংগঠনে ফিরে আসার ঘোষণা দিয়েছেন। বিশ্লেষকরা মনে করছেন, এ পরিবর্তন আগামী দিনের রাজনীতিতে প্রভাব ফেলতে পারে। রাজনৈতিক অঙ্গনে নতুন আলোচনা শুরু হয়েছে। দলের বিভিন্ন পর্যায়ের নেতারা সাম্প্রতিক সিদ্ধান্তকে কেন্দ্র করে নিজেদের অবস্থান ব্যাখ্যা করেছেন। দীর্ঘ আলোচনার পর কয়েকজন নেতা সংগঠনে ফিরে আসার ঘোষণা দিয়েছেন। বিশ্লেষকরা মনে করছেন, এ পরিবর্তন আগামী দিনের রাজনীতিতে প্রভাব ফেলতে পারে। রাজনৈতিক অঙ্গনে নতুন আলোচনা শুরু হয়েছে। দলের বিভিন্ন পর্যায়ের নেতারা সাম্প্রতিক সিদ্ধান্তকে কেন্দ্র করে নিজেদের অবস্থান ব্যাখ্যা করেছেন। দীর্ঘ আলোচনার পর কয়েকজন নেতা সংগঠনে ফিরে আসার ঘোষণা দিয়েছেন। বিশ্লেষকরা মনে করছেন, এ পরিবর্তন আগামী দিনের রাজনীতিতে প্রভাব ফেলতে পারে।: [236, 620, 418, 749]
article-headline: পবিত্র ঈদুল ফিতর: [84, 605, 154, 616]
article-headline: রোহিঙ্গাদের চাপে: [246, 44, 398, 60]
logo-part-1: বাংলাদেশ: [490, 8, 571, 33]
article-entertainment[interactable]: [420, 40, 642, 412]
header-day: শনিবার: [104, 6, 127, 15]
section-divider: [228, 344, 416, 345]
header-date: ১ জুন ২০১৯ | ১৮ জ্যৈষ্ঠ ১৪২৬: [84, 18, 189, 27]
newspaper-logo[interactable]: [491, 5, 638, 40]
column-divider: [418, 44, 419, 978]
article-eid-ul-fitr[interactable]: [8, 604, 230, 978]
article-eid-holiday[interactable]: [8, 44, 224, 602]
article-pilot[interactable]: [420, 772, 642, 978]
section-divider: [236, 769, 418, 770]
article-body: মুসলিম উম্মাহর সবচেয়ে বড় ধর্মীয় উৎসব পবিত্র ঈদুল ফিতর উপলক্ষে সারা দেশে প্রস্তুতি চলছে। ঈদগাহ ও মসজিদগুলোতে জামাতের প্রস্তুতি সম্পন্ন হয়েছে। জাতীয় ঈদগাহে প্রধান জামাত অনুষ্ঠিত হবে। আবহাওয়া প্রতিকূল থাকলে বায়তুল মোকাররম জাতীয় মসজিদে জামাত আদায় করা হবে। ঈদের দিন সরকারি হাসপাতাল, কারাগার ও এতিমখানায় উন্নতমানের খাবার পরিবেশন করা হবে। মুসলিম উম্মাহর সবচেয়ে বড় ধর্মীয় উৎসব পবিত্র ঈদুল ফিতর উপলক্ষে সারা দেশে প্রস্তুতি চলছে। ঈদগাহ ও মসজিদগুলোতে জামাতের প্রস্তুতি সম্পন্ন হয়েছে। জাতীয় ঈদগাহে প্রধান জামাত অনুষ্ঠিত হবে। আবহাওয়া প্রতিকূল থাকলে বায়তুল মোকাররম জাতীয় মসজিদে জামাত আদায় করা হবে। ঈদের দিন সরকারি হাসপাতাল, কারাগার ও এতিমখানায় উন্নতমানের খাবার পরিবেশন করা হবে। মুসলিম উম্মাহর সবচেয়ে বড় ধর্মীয় উৎসব পবিত্র ঈদুল ফিতর উপলক্ষে সারা দেশে প্রস্তুতি চলছে। ঈদগাহ ও মসজিদগুলোতে জামাতের প্রস্তুতি সম্পন্ন হয়েছে। জাতীয় ঈদগাহে প্রধান জামাত অনুষ্ঠিত হবে। আবহাওয়া প্রতিকূল থাকলে বায়তুল মোকাররম জাতীয় মসজিদে জামাত আদায় করা হবে। ঈদের দিন সরকারি হাসপাতাল, কারাগার ও এতিমখানায় উন্নতমানের খাবার পরিবেশন করা হবে। মুসলিম উম্মাহর সবচেয়ে বড় ধর্মীয় উৎসব পবিত্র ঈদুল ফিতর উপলক্ষে সারা দেশে প্রস্তুতি চলছে। ঈদগাহ ও মসজিদগুলোতে জামাতের প্রস্তুতি সম্পন্ন হয়েছে। জাতীয় ঈদগাহে প্রধান জামাত অনুষ্ঠিত হবে। আবহাওয়া প্রতিকূল থাকলে বায়তুল মোকাররম জাতীয় মসজিদে জামাত আদায় করা হবে। ঈদের দিন সরকারি হাসপাতাল, কারাগার ও এতিমখানায় উন্নতমানের খাবার পরিবেশন করা হবে। মুসলিম উম্মাহর সবচেয়ে বড় ধর্মীয় উৎসব পবিত্র ঈদুল ফিতর উপলক্ষে সারা দেশে প্রস্তুতি চলছে। ঈদগাহ ও মসজিদগুলোতে জামাতের প্রস্তুতি সম্পন্ন হয়েছে। জাতীয় ঈদগাহে প্রধান জামাত অনুষ্ঠিত হবে। আবহাওয়া প্রতিকূল থাকলে বায়তুল মোকাররম জাতীয় মসজিদে জামাত আদায় করা হবে। ঈদের দিন সরকারি হাসপাতাল, কারাগার ও এতিমখানায় উন্নতমানের খাবার পরিবেশন করা হবে। মুসলিম উম্মাহর সবচেয়ে বড় ধর্মীয় উৎসব পবিত্র ঈদুল ফিতর উপলক্ষে সারা দেশে প্রস্তুতি চলছে। ঈদগাহ ও মসজিদগুলোতে জামাতের প্রস্তুতি সম্পন্ন হয়েছে। জাতীয় ঈদগাহে প্রধান জামাত অনুষ্ঠিত হবে। আবহাওয়া প্রতিকূল থাকলে বায়তুল মোকাররম জাতীয় মসজিদে জামাত আদায় করা হবে। ঈদের দিন সরকারি হাসপাতাল, কারাগার ও এতিমখানায় উন্নতমানের খাবার পরিবেশন করা হবে। মুসলিম উম্মাহর সবচেয়ে বড় ধর্মীয় উৎসব পবিত্র ঈদুল ফিতর উপলক্ষে সারা দেশে প্রস্তুতি চলছে। ঈদগাহ ও মসজিদগুলোতে জামাতের প্রস্তুতি সম্পন্ন হয়েছে। জাতীয় ঈদগাহে প্রধান জামাত অনুষ্ঠিত হবে। আবহাওয়া প্রতিকূল থাকলে বায়তুল মোকাররম জাতীয় মসজিদে জামাত আদায় করা হবে। ঈদের দিন সরকারি হাসপাতাল, কারাগার ও এতিমখানায় উন্নতমানের খাবার পরিবেশন করা হবে। মুসলিম উম্মাহর সবচেয়ে বড় ধর্মীয় উৎসব পবিত্র ঈদুল ফিতর উপলক্ষে সারা দেশে প্রস্তুতি চলছে। ঈদগাহ ও মসজিদগুলোতে জামাতের প্রস্তুতি সম্পন্ন হয়েছে। জাতীয় ঈদগাহে প্রধান জামাত অনুষ্ঠিত হবে। আবহাওয়া প্রতিকূল থাকলে বায়তুল মোকাররম জাতীয় মসজিদে জামাত আদায় করা হবে। ঈদের দিন সরকারি হাসপাতাল, কারাগার ও এতিমখানায় উন্নতমানের খাবার পরিবেশন করা হবে। মুসলিম উম্মাহর সবচেয়ে বড় ধর্মীয় উৎসব পবিত্র ঈদুল ফিতর উপলক্ষে সারা দেশে প্রস্তুতি চলছে। ঈদগাহ ও মসজিদগুলোতে জামাতের প্রস্তুতি সম্পন্ন হয়েছে। জাতীয় ঈদগাহে প্রধান জামাত অনুষ্ঠিত হবে। আবহাওয়া প্রতিকূল থাকলে বায়তুল মোকাররম জাতীয় মসজিদে জামাত আদায় করা হবে। ঈদের দিন সরকারি হাসপাতাল, কারাগার ও এতিমখানায় উন্নতমানের খাবার পরিবেশন করা হবে। মুসলিম উম্মাহর সবচেয়ে বড় ধর্মীয় উৎসব পবিত্র ঈদুল ফিতর উপলক্ষে সারা দেশে প্রস্তুতি চলছে। ঈদগাহ ও মসজিদগুলোতে জামাতের প্রস্তুতি সম্পন্ন হয়েছে। জাতীয় ঈদগাহে প্রধান জামাত অনুষ্ঠিত হবে। আবহাওয়া প্রতিকূল থাকলে বায়তুল মোকাররম জাতীয় মসজিদে জামাত আদায় করা হবে। ঈদের দিন সরকারি হাসপাতাল, কারাগার ও এতিমখানায় উন্নতমানের খাবার পরিবেশন করা হবে। মুসলিম উম্মাহর সবচেয়ে বড় ধর্মীয় উৎসব পবিত্র ঈদুল ফিতর উপলক্ষে সারা দেশে প্রস্তুতি চলছে। ঈদগাহ ও মসজিদগুলোতে জামাতের প্রস্তুতি সম্পন্ন হয়েছে। জাতীয় ঈদগাহে প্রধান জামাত অনুষ্ঠিত হবে। আবহাওয়া প্রতিকূল থাকলে বায়তুল মোকাররম জাতীয় মসজিদে জামাত আদায় করা হবে। ঈদের দিন সরকারি হাসপাতাল, কারাগার ও এতিমখানায় উন্নতমানের খাবার পরিবেশন করা হবে। মুসলিম উম্মাহর সবচেয়ে বড় ধর্মীয় উৎসব পবিত্র ঈদুল ফিতর উপলক্ষে সারা দেশে প্রস্তুতি চলছে। ঈদগাহ ও মসজিদগুলোতে জামাতের প্রস্তুতি সম্পন্ন হয়েছে। জাতীয় ঈদগাহে প্রধান জামাত অনুষ্ঠিত হবে। আবহাওয়া প্রতিকূল থাকলে বায়তুল মোকাররম জাতীয় মসজিদে জামাত আদায় করা হবে। ঈদের দিন সরকারি হাসপাতাল, কারাগার ও এতিমখানায় উন্নতমানের খাবার পরিবেশন করা হবে। মুসলিম উম্মাহর সবচেয়ে বড় ধর্মীয় উৎসব পবিত্র ঈদুল ফিতর উপলক্ষে সারা দেশে প্রস্তুতি চলছে। ঈদগাহ ও মসজিদগুলোতে জামাতের প্রস্তুতি সম্পন্ন হয়েছে। জাতীয় ঈদগাহে প্রধান জামাত অনুষ্ঠিত হবে। আবহাওয়া প্রতিকূল থাকলে বায়তুল মোকাররম জাতীয় মসজিদে জামাত আদায় করা হবে। ঈদের দিন সরকারি হাসপাতাল, কারাগার ও এতিমখানায় উন্নতমানের খাবার পরিবেশন করা হবে। মুসলিম উম্মাহর সবচেয়ে বড় ধর্মীয় উৎসব পবিত্র ঈদুল ফিতর উপলক্ষে সারা দেশে প্রস্তুতি চলছে। ঈদগাহ ও মসজিদগুলোতে জামাতের প্রস্তুতি সম্পন্ন হয়েছে। জাতীয় ঈদগাহে প্রধান জামাত অনুষ্ঠিত হবে। আবহাওয়া প্রতিকূল থাকলে বায়তুল মোকাররম জাতীয় মসজিদে জামাত আদায় করা হবে। ঈদের দিন সরকারি হাসপাতাল, কারাগার ও এতিমখানায় উন্নতমানের খাবার পরিবেশন করা হবে। মুসলিম উম্মাহর সবচেয়ে বড় ধর্মীয় উৎসব পবিত্র ঈদুল ফিতর উপলক্ষে সারা দেশে প্রস্তুতি চলছে। ঈদগাহ ও মসজিদগুলোতে জামাতের প্রস্তুতি সম্পন্ন হয়েছে। জাতীয় ঈদগাহে প্রধান জামাত অনুষ্ঠিত হবে। আবহাওয়া প্রতিকূল থাকলে বায়তুল মোকাররম জাতীয় মসজিদে জামাত আদায় করা হবে। ঈদের দিন সরকারি হাসপাতাল, কারাগার ও এতিমখানায় উন্নতমানের খাবার পরিবেশন করা হবে। মুসলিম উম্মাহর সবচেয়ে বড় ধর্মীয় উৎসব পবিত্র ঈদুল ফিতর উপলক্ষে সারা দেশে প্রস্তুতি চলছে। ঈদগাহ ও মসজিদগুলোতে জামাতের প্রস্তুতি সম্পন্ন হয়েছে। জাতীয় ঈদগাহে প্রধান জামাত অনুষ্ঠিত হবে। আবহাওয়া প্রতিকূল থাকলে বায়তুল মোকাররম জাতীয় মসজিদে জামাত আদায় করা হবে। ঈদের দিন সরকারি হাসপাতাল, কারাগার ও এতিমখানায় উন্নতমানের খাবার পরিবেশন করা হবে।: [8, 618, 230, 870]
article-body: কক্সবাজার প্রতিনিধি জানান, রোহিঙ্গা শরণার্থীদের চাপে স্থানীয় জনজীবনে নানা সংকট দেখা দিয়েছে। বনভূমি উজাড়, পানির স্তর নেমে যাওয়া এবং শ্রমবাজারে প্রতিযোগিতা বাড়ায় স্থানীয় বাসিন্দারা ক্ষোভ প্রকাশ করছেন। উখিয়া ও টেকনাফের বিভিন্ন এলাকায় পরিবেশগত ক্ষতি দিন দিন বাড়ছে। সংশ্লিষ্টরা দ্রুত প্রত্যাবাসন শুরুর দাবি জানিয়েছেন। কক্সবাজার প্রতিনিধি জানান, রোহিঙ্গা শরণার্থীদের চাপে স্থানীয় জনজীবনে নানা সংকট দেখা দিয়েছে। বনভূমি উজাড়, পানির স্তর নেমে যাওয়া এবং শ্রমবাজারে প্রতিযোগিতা বাড়ায় স্থানীয় বাসিন্দারা ক্ষোভ প্রকাশ করছেন। উখিয়া ও টেকনাফের বিভিন্ন এলাকায় পরিবেশগত ক্ষতি দিন দিন বাড়ছে। সংশ্লিষ্টরা দ্রুত প্রত্যাবাসন শুরুর দাবি জানিয়েছেন। কক্সবাজার প্রতিনিধি জানান, রোহিঙ্গা শরণার্থীদের চাপে স্থানীয় জনজীবনে নানা সংকট দেখা দিয়েছে। বনভূমি উজাড়, পানির স্তর নেমে যাওয়া এবং শ্রমবাজারে প্রতিযোগিতা বাড়ায় স্থানীয় বাসিন্দারা ক্ষোভ প্রকাশ করছেন। উখিয়া ও টেকনাফের বিভিন্ন এলাকায় পরিবেশগত ক্ষতি দিন দিন বাড়ছে। সংশ্লিষ্টরা দ্রুত প্রত্যাবাসন শুরুর দাবি জানিয়েছেন। কক্সবাজার প্রতিনিধি জানান, রোহিঙ্গা শরণার্থীদের চাপে স্থানীয় জনজীবনে নানা সংকট দেখা দিয়েছে। বনভূমি উজাড়, পানির স্তর নেমে যাওয়া এবং শ্রমবাজারে প্রতিযোগিতা বাড়ায় স্থানীয় বাসিন্দারা ক্ষোভ প্রকাশ করছেন। উখিয়া ও টেকনাফের বিভিন্ন এলাকায় পরিবেশগত ক্ষতি দিন দিন বাড়ছে। সংশ্লিষ্টরা দ্রুত প্রত্যাবাসন শুরুর দাবি জানিয়েছেন। কক্সবাজার প্রতিনিধি জানান, রোহিঙ্গা শরণার্থীদের চাপে স্থানীয় জনজীবনে নানা সংকট দেখা দিয়েছে। বনভূমি উজাড়, পানির স্তর নেমে যাওয়া এবং শ্রমবাজারে প্রতিযোগিতা বাড়ায় স্থানীয় বাসিন্দারা ক্ষোভ প্রকাশ করছেন। উখিয়া ও টেকনাফের বিভিন্ন এলাকায় পরিবেশগত ক্ষতি দিন দিন বাড়ছে। সংশ্লিষ্টরা দ্রুত প্রত্যাবাসন শুরুর দাবি জানিয়েছেন। কক্সবাজার প্রতিনিধি জানান, রোহিঙ্গা শরণার্থীদের চাপে স্থানীয় জনজীবনে নানা সংকট দেখা দিয়েছে। বনভূমি উজাড়, পানির স্তর নেমে যাওয়া এবং শ্রমবাজারে প্রতিযোগিতা বাড়ায় স্থানীয় বাসিন্দারা ক্ষোভ প্রকাশ করছেন। উখিয়া ও টেকনাফের বিভিন্ন এলাকায় পরিবেশগত ক্ষতি দিন দিন বাড়ছে। সংশ্লিষ্টরা দ্রুত প্রত্যাবাসন শুরুর দাবি জানিয়েছেন। কক্সবাজার প্রতিনিধি জানান, রোহিঙ্গা শরণার্থীদের চাপে স্থানীয় জনজীবনে নানা সংকট দেখা দিয়েছে। বনভূমি উজাড়, পানির স্তর নেমে যাওয়া এবং শ্রমবাজারে প্রতিযোগিতা বাড়ায় স্থানীয় বাসিন্দারা ক্ষোভ প্রকাশ করছেন। উখিয়া ও টেকনাফের বিভিন্ন এলাকায় পরিবেশগত ক্ষতি দিন দিন বাড়ছে। সংশ্লিষ্টরা দ্রুত প্রত্যাবাসন শুরুর দাবি জানিয়েছেন। কক্সবাজার প্রতিনিধি জানান, রোহিঙ্গা শরণার্থীদের চাপে স্থানীয় জনজীবনে নানা সংকট দেখা দিয়েছে। বনভূমি উজাড়, পানির স্তর নেমে যাওয়া এবং শ্রমবাজারে প্রতিযোগিতা বাড়ায় স্থানীয় বাসিন্দারা ক্ষোভ প্রকাশ করছেন। উখিয়া ও টেকনাফের বিভিন্ন এলাকায় পরিবেশগত ক্ষতি দিন দিন বাড়ছে। সংশ্লিষ্টরা দ্রুত প্রত্যাবাসন শুরুর দাবি জানিয়েছেন। কক্সবাজার প্রতিনিধি জানান, রোহিঙ্গা শরণার্থীদের চাপে স্থানীয় জনজীবনে নানা সংকট দেখা দিয়েছে। বনভূমি উজাড়, পানির স্তর নেমে যাওয়া এবং শ্রমবাজারে প্রতিযোগিতা বাড়ায় স্থানীয় বাসিন্দারা ক্ষোভ প্রকাশ করছেন। উখিয়া ও টেকনাফের বিভিন্ন এলাকায় পরিবেশগত ক্ষতি দিন দিন বাড়ছে। সংশ্লিষ্টরা দ্রুত প্রত্যাবাসন শুরুর দাবি জানিয়েছেন। কক্সবাজার প্রতিনিধি জানান, রোহিঙ্গা শরণার্থীদের চাপে স্থানীয় জনজীবনে নানা সংকট দেখা দিয়েছে। বনভূমি উজাড়, পানির স্তর নেমে যাওয়া এবং শ্রমবাজারে প্রতিযোগিতা বাড়ায় স্থানীয় বাসিন্দারা ক্ষোভ প্রকাশ করছেন। উখিয়া ও টেকনাফের বিভিন্ন এলাকায় পরিবেশগত ক্ষতি দিন দিন বাড়ছে। সংশ্লিষ্টরা দ্রুত প্রত্যাবাসন শুরুর দাবি জানিয়েছেন। কক্সবাজার প্রতিনিধি জানান, রোহিঙ্গা শরণার্থীদের চাপে স্থানীয় জনজীবনে নানা সংকট দেখা দিয়েছে। বনভূমি উজাড়, পানির স্তর নেমে যাওয়া এবং শ্রমবাজারে প্রতিযোগিতা বাড়ায় স্থানীয় বাসিন্দারা ক্ষোভ প্রকাশ করছেন। উখিয়া ও টেকনাফের বিভিন্ন এলাকায় পরিবেশগত ক্ষতি দিন দিন বাড়ছে। সংশ্লিষ্টরা দ্রুত প্রত্যাবাসন শুরুর দাবি জানিয়েছেন। কক্সবাজার প্রতিনিধি জানান, রোহিঙ্গা শরণার্থীদের চাপে স্থানীয় জনজীবনে নানা সংকট দেখা দিয়েছে। বনভূমি উজাড়, পানির স্তর নেমে যাওয়া এবং শ্রমবাজারে প্রতিযোগিতা বাড়ায় স্থানীয় বাসিন্দারা ক্ষোভ প্রকাশ করছেন। উখিয়া ও টেকনাফের বিভিন্ন এলাকায় পরিবেশগত ক্ষতি দিন দিন বাড়ছে। সংশ্লিষ্টরা দ্রুত প্রত্যাবাসন শুরুর দাবি জানিয়েছেন।: [228, 348, 416, 566]
article-body: ঈদ উপলক্ষে দেশের বিভিন্ন বিনোদন কেন্দ্র নতুন সাজে সাজানো হয়েছে। শিশু পার্ক, চিড়িয়াখানা ও পর্যটন স্পটগুলোতে দর্শনার্থীদের ভিড় সামাল দিতে অতিরিক্ত নিরাপত্তাকর্মী মোতায়েন করা হচ্ছে। কর্তৃপক্ষ জানিয়েছে, ঈদের দিন থেকে টানা এক সপ্তাহ কেন্দ্রগুলো খোলা থাকবে এবং টিকিট কাউন্টারে ভিড় এড়াতে বাড়তি ব্যবস্থা নেওয়া হয়েছে। ঈদ উপলক্ষে দেশের বিভিন্ন বিনোদন কেন্দ্র নতুন সাজে সাজানো হয়েছে। শিশু পার্ক, চিড়িয়াখানা ও পর্যটন স্পটগুলোতে দর্শনার্থীদের ভিড় সামাল দিতে অতিরিক্ত নিরাপত্তাকর্মী মোতায়েন করা হচ্ছে। কর্তৃপক্ষ জানিয়েছে, ঈদের দিন থেকে টানা এক সপ্তাহ কেন্দ্রগুলো খোলা থাকবে এবং টিকিট কাউন্টারে ভিড় এড়াতে বাড়তি ব্যবস্থা নেওয়া হয়েছে। ঈদ উপলক্ষে দেশের বিভিন্ন বিনোদন কেন্দ্র নতুন সাজে সাজানো হয়েছে। শিশু পার্ক, চিড়িয়াখানা ও পর্যটন স্পটগুলোতে দর্শনার্থীদের ভিড় সামাল দিতে অতিরিক্ত নিরাপত্তাকর্মী মোতায়েন করা হচ্ছে। কর্তৃপক্ষ জানিয়েছে, ঈদের দিন থেকে টানা এক সপ্তাহ কেন্দ্রগুলো খোলা থাকবে এবং টিকিট কাউন্টারে ভিড় এড়াতে বাড়তি ব্যবস্থা নেওয়া হয়েছে। ঈদ উপলক্ষে দেশের বিভিন্ন বিনোদন কেন্দ্র নতুন সাজে সাজানো হয়েছে। শিশু পার্ক, চিড়িয়াখানা ও পর্যটন স্পটগুলোতে দর্শনার্থীদের ভিড় সামাল দিতে অতিরিক্ত নিরাপত্তাকর্মী মোতায়েন করা হচ্ছে। কর্তৃপক্ষ জানিয়েছে, ঈদের দিন থেকে টানা এক সপ্তাহ কেন্দ্রগুলো খোলা থাকবে এবং টিকিট কাউন্টারে ভিড় এড়াতে বাড়তি ব্যবস্থা নেওয়া হয়েছে। ঈদ উপলক্ষে দেশের বিভিন্ন বিনোদন কেন্দ্র নতুন সাজে সাজানো হয়েছে। শিশু পার্ক, চিড়িয়াখানা ও পর্যটন স্পটগুলোতে দর্শনার্থীদের ভিড় সামাল দিতে অতিরিক্ত নিরাপত্তাকর্মী মোতায়েন করা হচ্ছে। কর্তৃপক্ষ জানিয়েছে, ঈদের দিন থেকে টানা এক সপ্তাহ কেন্দ্রগুলো খোলা থাকবে এবং টিকিট কাউন্টারে ভিড় এড়াতে বাড়তি ব্যবস্থা নেওয়া হয়েছে। ঈদ উপলক্ষে দেশের বিভিন্ন বিনোদন কেন্দ্র নতুন সাজে সাজানো হয়েছে। শিশু পার্ক, চিড়িয়াখানা ও পর্যটন স্পটগুলোতে দর্শনার্থীদের ভিড় সামাল দিতে অতিরিক্ত নিরাপত্তাকর্মী মোতায়েন করা হচ্ছে। কর্তৃপক্ষ জানিয়েছে, ঈদের দিন থেকে টানা এক সপ্তাহ কেন্দ্রগুলো খোলা থাকবে এবং টিকিট কাউন্টারে ভিড় এড়াতে বাড়তি ব্যবস্থা নেওয়া হয়েছে। ঈদ উপলক্ষে দেশের বিভিন্ন বিনোদন কেন্দ্র নতুন সাজে সাজানো হয়েছে। শিশু পার্ক, চিড়িয়াখানা ও পর্যটন স্পটগুলোতে দর্শনার্থীদের ভিড় সামাল দিতে অতিরিক্ত নিরাপত্তাকর্মী মোতায়েন করা হচ্ছে। কর্তৃপক্ষ জানিয়েছে, ঈদের দিন থেকে টানা এক সপ্তাহ কেন্দ্রগুলো খোলা থাকবে এবং টিকিট কাউন্টারে ভিড় এড়াতে বাড়তি ব্যবস্থা নেওয়া হয়েছে। ঈদ উপলক্ষে দেশের বিভিন্ন বিনোদন কেন্দ্র নতুন সাজে সাজানো হয়েছে। শিশু পার্ক, চিড়িয়াখানা ও পর্যটন স্পটগুলোতে দর্শনার্থীদের ভিড় সামাল দিতে অতিরিক্ত নিরাপত্তাকর্মী মোতায়েন করা হচ্ছে। কর্তৃপক্ষ জানিয়েছে, ঈদের দিন থেকে টানা এক সপ্তাহ কেন্দ্রগুলো খোলা থাকবে এবং টিকিট কাউন্টারে ভিড় এড়াতে বাড়তি ব্যবস্থা নেওয়া হয়েছে। ঈদ উপলক্ষে দেশের বিভিন্ন বিনোদন কেন্দ্র নতুন সাজে সাজানো হয়েছে। শিশু পার্ক, চিড়িয়াখানা ও পর্যটন স্পটগুলোতে দর্শনার্থীদের ভিড় সামাল দিতে অতিরিক্ত নিরাপত্তাকর্মী মোতায়েন করা হচ্ছে। কর্তৃপক্ষ জানিয়েছে, ঈদের দিন থেকে টানা এক সপ্তাহ কেন্দ্রগুলো খোলা থাকবে এবং টিকিট কাউন্টারে ভিড় এড়াতে বাড়তি ব্যবস্থা নেওয়া হয়েছে। ঈদ উপলক্ষে দেশের বিভিন্ন বিনোদন কেন্দ্র নতুন সাজে সাজানো হয়েছে। শিশু পার্ক, চিড়িয়াখানা ও পর্যটন স্পটগুলোতে দর্শনার্থীদের ভিড় সামাল দিতে অতিরিক্ত নিরাপত্তাকর্মী মোতায়েন করা হচ্ছে। কর্তৃপক্ষ জানিয়েছে, ঈদের দিন থেকে টানা এক সপ্তাহ কেন্দ্রগুলো খোলা থাকবে এবং টিকিট কাউন্টারে ভিড় এড়াতে বাড়তি ব্যবস্থা নেওয়া হয়েছে। ঈদ উপলক্ষে দেশের বিভিন্ন বিনোদন কেন্দ্র নতুন সাজে সাজানো হয়েছে। শিশু পার্ক, চিড়িয়াখানা ও পর্যটন স্পটগুলোতে দর্শনার্থীদের ভিড় সামাল দিতে অতিরিক্ত নিরাপত্তাকর্মী মোতায়েন করা হচ্ছে। কর্তৃপক্ষ জানিয়েছে, ঈদের দিন থেকে টানা এক সপ্তাহ কেন্দ্রগুলো খোলা থাকবে এবং টিকিট কাউন্টারে ভিড় এড়াতে বাড়তি ব্যবস্থা নেওয়া হয়েছে। ঈদ উপলক্ষে দেশের বিভিন্ন বিনোদন কেন্দ্র নতুন সাজে সাজানো হয়েছে। শিশু পার্ক, চিড়িয়াখানা ও পর্যটন স্পটগুলোতে দর্শনার্থীদের ভিড় সামাল দিতে অতিরিক্ত নিরাপত্তাকর্মী মোতায়েন করা হচ্ছে। কর্তৃপক্ষ জানিয়েছে, ঈদের দিন থেকে টানা এক সপ্তাহ কেন্দ্রগুলো খোলা থাকবে এবং টিকিট কাউন্টারে ভিড় এড়াতে বাড়তি ব্যবস্থা নেওয়া হয়েছে। ঈদ উপলক্ষে দেশের বিভিন্ন বিনোদন কেন্দ্র নতুন সাজে সাজানো হয়েছে। শিশু পার্ক, চিড়িয়াখানা ও পর্যটন স্পটগুলোতে দর্শনার্থীদের ভিড় সামাল দিতে অতিরিক্ত নিরাপত্তাকর্মী মোতায়েন করা হচ্ছে। কর্তৃপক্ষ জানিয়েছে, ঈদের দিন থেকে টানা এক সপ্তাহ কেন্দ্রগুলো খোলা থাকবে এবং টিকিট কাউন্টারে ভিড় এড়াতে বাড়তি ব্যবস্থা নেওয়া হয়েছে। ঈদ উপলক্ষে দেশের বিভিন্ন বিনোদন কেন্দ্র নতুন সাজে সাজানো হয়েছে। শিশু পার্ক, চিড়িয়াখানা ও পর্যটন স্পটগুলোতে দর্শনার্থীদের ভিড় সামাল দিতে অতিরিক্ত নিরাপত্তাকর্মী মোতায়েন করা হচ্ছে। কর্তৃপক্ষ জানিয়েছে, ঈদের দিন থেকে টানা এক সপ্তাহ কেন্দ্রগুলো খোলা থাকবে এবং টিকিট কাউন্টারে ভিড় এড়াতে বাড়তি ব্যবস্থা নেওয়া হয়েছে। ঈদ উপলক্ষে দেশের বিভিন্ন বিনোদন কেন্দ্র নতুন সাজে সাজানো হয়েছে। শিশু পার্ক, চিড়িয়াখানা ও পর্যটন স্পটগুলোতে দর্শনার্থীদের ভিড় সামাল দিতে অতিরিক্ত নিরাপত্তাকর্মী মোতায়েন করা হচ্ছে। কর্তৃপক্ষ জানিয়েছে, ঈদের দিন থেকে টানা এক সপ্তাহ কেন্দ্রগুলো খোলা থাকবে এবং টিকিট কাউন্টারে ভিড় এড়াতে বাড়তি ব্যবস্থা নেওয়া হয়েছে। ঈদ উপলক্ষে দেশের বিভিন্ন বিনোদন কেন্দ্র নতুন সাজে সাজানো হয়েছে। শিশু পার্ক, চিড়িয়াখানা ও পর্যটন স্পটগুলোতে দর্শনার্থীদের ভিড় সামাল দিতে অতিরিক্ত নিরাপত্তাকর্মী মোতায়েন করা হচ্ছে। কর্তৃপক্ষ জানিয়েছে, ঈদের দিন থেকে টানা এক সপ্তাহ কেন্দ্রগুলো খোলা থাকবে এবং টিকিট কাউন্টারে ভিড় এড়াতে বাড়তি ব্যবস্থা নেওয়া হয়েছে। ঈদ উপলক্ষে দেশের বিভিন্ন বিনোদন কেন্দ্র নতুন সাজে সাজানো হয়েছে। শিশু পার্ক, চিড়িয়াখানা ও পর্যটন স্পটগুলোতে দর্শনার্থীদের ভিড় সামাল দিতে অতিরিক্ত নিরাপত্তাকর্মী মোতায়েন করা হচ্ছে। কর্তৃপক্ষ জানিয়েছে, ঈদের দিন থেকে টানা এক সপ্তাহ কেন্দ্রগুলো খোলা থাকবে এবং টিকিট কাউন্টারে ভিড় এড়াতে বাড়তি ব্যবস্থা নেওয়া হয়েছে। ঈদ উপলক্ষে দেশের বিভিন্ন বিনোদন কেন্দ্র নতুন সাজে সাজানো হয়েছে। শিশু পার্ক, চিড়িয়াখানা ও পর্যটন স্পটগুলোতে দর্শনার্থীদের ভিড় সামাল দিতে অতিরিক্ত নিরাপত্তাকর্মী মোতায়েন করা হচ্ছে। কর্তৃপক্ষ জানিয়েছে, ঈদের দিন থেকে টানা এক সপ্তাহ কেন্দ্রগুলো খোলা থাকবে এবং টিকিট কাউন্টারে ভিড় এড়াতে বাড়তি ব্যবস্থা নেওয়া হয়েছে।: [420, 56, 642, 313]
column-divider: [232, 604, 233, 978]
article-eid-moon[interactable]: [420, 408, 642, 616]
section-divider: [420, 770, 642, 771]
logo-part-2: প্রতিদিন: [570, 8, 638, 33]
